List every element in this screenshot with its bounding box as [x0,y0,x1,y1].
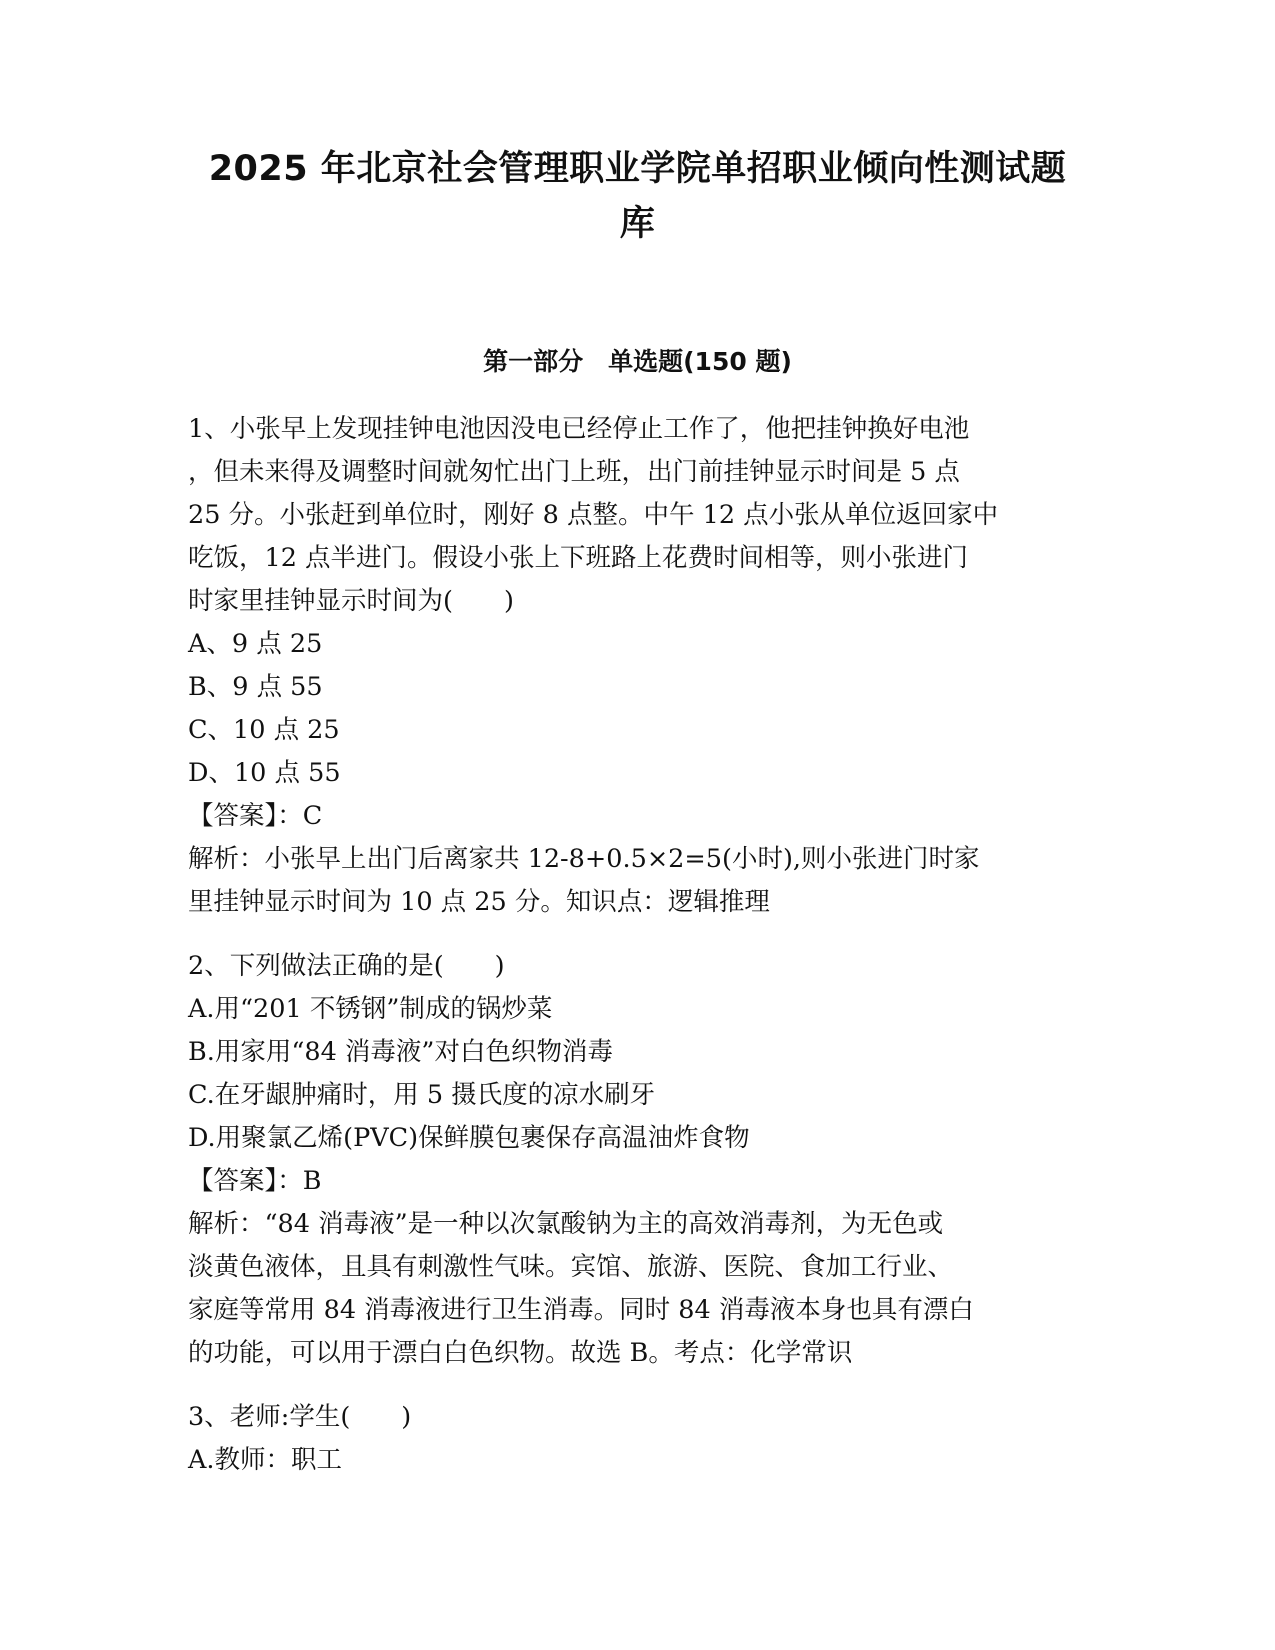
section-title: 第一部分 单选题(150 题) [483,347,792,376]
question-stem-line: 3、老师:学生( ) [188,1402,412,1432]
question-block [188,1396,1088,1482]
question-list [188,408,1088,1482]
answer-option: B、9 点 55 [188,672,323,702]
answer-option: B.用家用“84 消毒液”对白色织物消毒 [188,1037,613,1067]
explanation-line: 淡黄色液体，且具有刺激性气味。宾馆、旅游、医院、食加工行业、 [188,1252,954,1282]
question-stem-line: ，但未来得及调整时间就匆忙出门上班，出门前挂钟显示时间是 5 点 [188,457,960,487]
question-stem-line: 时家里挂钟显示时间为( ) [188,586,514,616]
answer-option: A、9 点 25 [188,629,323,659]
explanation-line: 家庭等常用 84 消毒液进行卫生消毒。同时 84 消毒液本身也具有漂白 [188,1295,974,1325]
question-block [188,945,1088,1375]
explanation-line: 里挂钟显示时间为 10 点 25 分。知识点：逻辑推理 [188,887,770,917]
answer-option: A.教师：职工 [188,1445,343,1475]
document-title-line-1: 2025 年北京社会管理职业学院单招职业倾向性测试题 [208,149,1067,189]
answer-option: D.用聚氯乙烯(PVC)保鲜膜包裹保存高温油炸食物 [188,1123,750,1153]
document-title-line-2: 库 [619,204,656,244]
question-spacer [188,924,1088,945]
answer-option: A.用“201 不锈钢”制成的锅炒菜 [188,994,553,1024]
answer-key: 【答案】：C [188,801,323,831]
question-block [188,408,1088,924]
document-title [150,142,1125,252]
question-stem-line: 25 分。小张赶到单位时，刚好 8 点整。中午 12 点小张从单位返回家中 [188,500,999,530]
question-stem-line: 1、小张早上发现挂钟电池因没电已经停止工作了，他把挂钟换好电池 [188,414,970,444]
answer-key: 【答案】：B [188,1166,322,1196]
question-stem-line: 2、下列做法正确的是( ) [188,951,505,981]
explanation-line: 解析：小张早上出门后离家共 12-8+0.5×2=5(小时),则小张进门时家 [188,844,980,874]
answer-option: C.在牙龈肿痛时，用 5 摄氏度的凉水刷牙 [188,1080,656,1110]
answer-option: D、10 点 55 [188,758,341,788]
question-spacer [188,1375,1088,1396]
answer-option: C、10 点 25 [188,715,340,745]
explanation-line: 解析：“84 消毒液”是一种以次氯酸钠为主的高效消毒剂，为无色或 [188,1209,944,1239]
explanation-line: 的功能，可以用于漂白白色织物。故选 B。考点：化学常识 [188,1338,853,1368]
question-stem-line: 吃饭，12 点半进门。假设小张上下班路上花费时间相等，则小张进门 [188,543,969,573]
